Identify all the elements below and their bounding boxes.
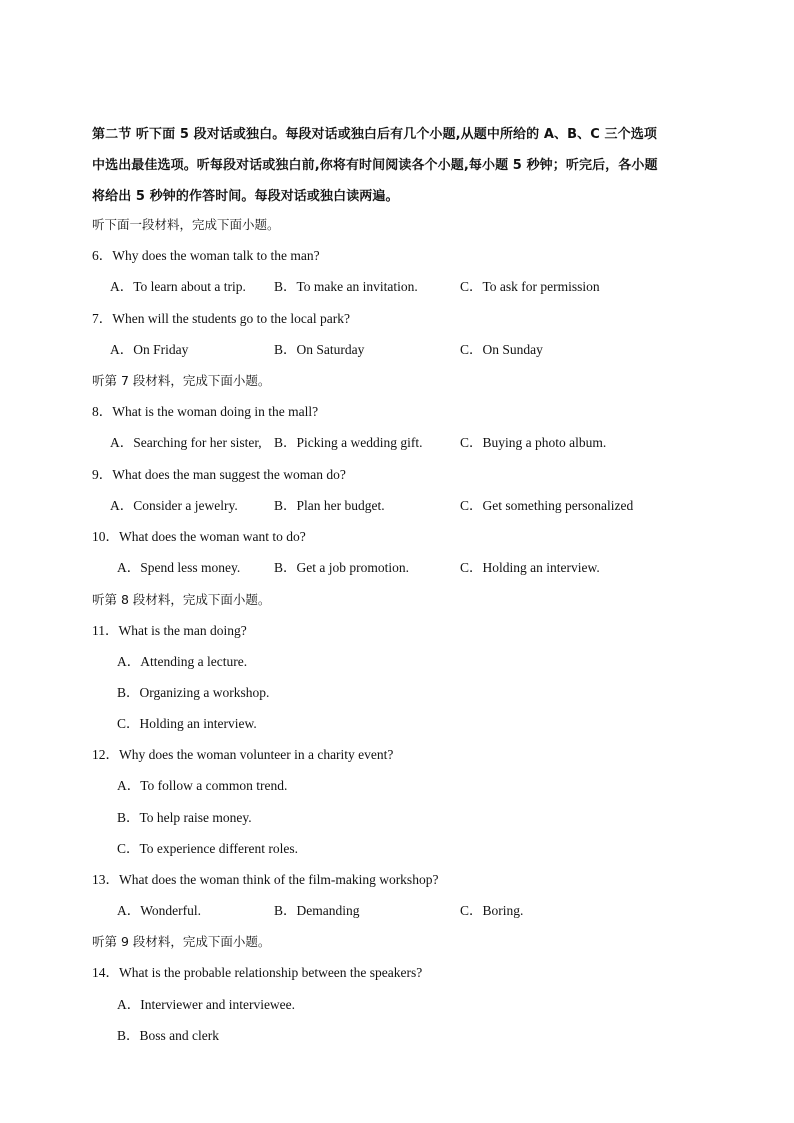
option-a[interactable]: A．To follow a common trend. [117,778,288,793]
option-a[interactable]: A．Interviewer and interviewee. [117,997,296,1012]
option-b[interactable]: B．To make an invitation. [274,279,418,294]
option-c[interactable]: C．Buying a photo album. [460,435,607,450]
option-c[interactable]: C．Holding an interview. [117,716,257,731]
option-c[interactable]: C．Holding an interview. [460,560,600,575]
option-b[interactable]: B．Organizing a workshop. [117,685,270,700]
group-heading: 听下面一段材料，完成下面小题。 [92,217,280,232]
question-stem: 13．What does the woman think of the film-making workshop? [92,872,439,887]
question-stem: 6．Why does the woman talk to the man? [92,248,320,263]
question-stem: 7．When will the students go to the local park? [92,311,350,326]
option-c[interactable]: C．On Sunday [460,342,543,357]
option-a[interactable]: A．Searching for her sister, [110,435,262,450]
option-b[interactable]: B．Get a job promotion. [274,560,409,575]
option-a[interactable]: A．On Friday [110,342,189,357]
option-a[interactable]: A．Wonderful. [117,903,202,918]
option-c[interactable]: C．Get something personalized [460,498,634,513]
option-c[interactable]: C．To ask for permission [460,279,600,294]
question-stem: 14．What is the probable relationship between the speakers? [92,965,423,980]
option-b[interactable]: B．Plan her budget. [274,498,385,513]
question-stem: 9．What does the man suggest the woman do? [92,467,346,482]
option-c[interactable]: C．To experience different roles. [117,841,298,856]
instruction-line: 将给出 5 秒钟的作答时间。每段对话或独白读两遍。 [92,189,399,204]
group-heading: 听第 7 段材料，完成下面小题。 [92,373,271,388]
group-heading: 听第 9 段材料，完成下面小题。 [92,934,271,949]
option-a[interactable]: A．Spend less money. [117,560,241,575]
question-stem: 11．What is the man doing? [92,623,247,638]
option-b[interactable]: B．On Saturday [274,342,365,357]
group-heading: 听第 8 段材料，完成下面小题。 [92,592,271,607]
option-b[interactable]: B．To help raise money. [117,810,252,825]
option-b[interactable]: B．Picking a wedding gift. [274,435,423,450]
option-a[interactable]: A．Attending a lecture. [117,654,248,669]
section-instructions [92,119,732,212]
question-stem: 8．What is the woman doing in the mall? [92,404,319,419]
question-stem: 10．What does the woman want to do? [92,529,306,544]
option-a[interactable]: A．To learn about a trip. [110,279,246,294]
instruction-line: 第二节 听下面 5 段对话或独白。每段对话或独白后有几个小题,从题中所给的 A、B、C 三个选项 [92,127,657,142]
option-a[interactable]: A．Consider a jewelry. [110,498,238,513]
instruction-line: 中选出最佳选项。听每段对话或独白前,你将有时间阅读各个小题,每小题 5 秒钟；听完后，各小题 [92,158,658,173]
question-stem: 12．Why does the woman volunteer in a charity event? [92,747,394,762]
option-c[interactable]: C．Boring. [460,903,524,918]
option-b[interactable]: B．Demanding [274,903,360,918]
option-b[interactable]: B．Boss and clerk [117,1028,219,1043]
